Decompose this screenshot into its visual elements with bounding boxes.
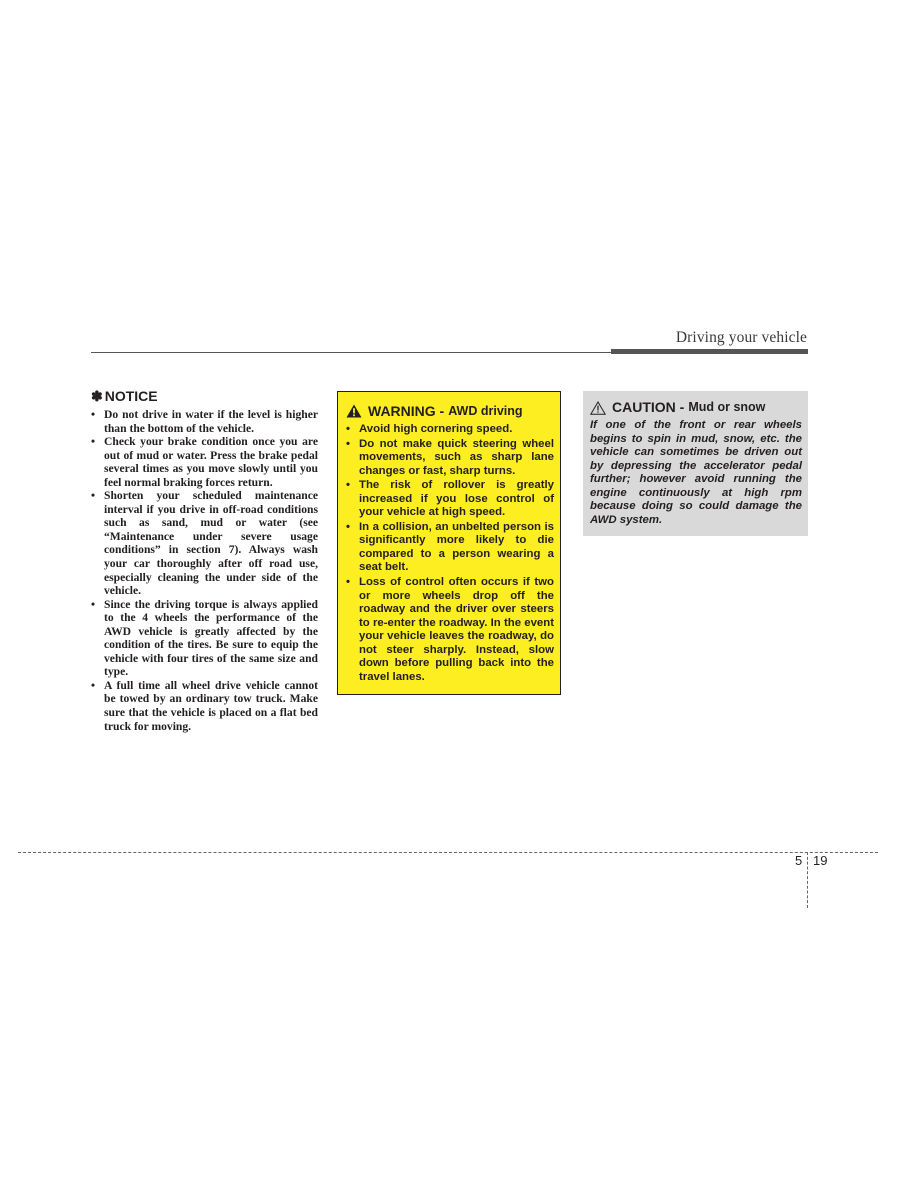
warning-item: • The risk of rollover is greatly increased if you lose control of your vehicle at high speed. bbox=[346, 479, 554, 520]
caution-box bbox=[583, 391, 808, 536]
caution-text: If one of the front or rear wheels begins to spin in mud, snow, etc. the vehicle can sometimes be driven out by depressing the accelerator pedal further; however avoid running the engine continuously at high rpm because doing so could damage the AWD system. bbox=[590, 419, 802, 526]
page-header-title: Driving your vehicle bbox=[675, 329, 807, 346]
warning-triangle-icon bbox=[346, 404, 362, 418]
warning-item: • In a collision, an unbelted person is significantly more likely to die compared to a person wearing a seat belt. bbox=[346, 521, 554, 575]
warning-list bbox=[346, 423, 554, 684]
notice-section bbox=[91, 388, 318, 733]
notice-list bbox=[91, 408, 318, 733]
caution-subtitle: Mud or snow bbox=[688, 400, 766, 414]
notice-item: • A full time all wheel drive vehicle cannot be towed by an ordinary tow truck. Make sure that the vehicle is placed on a flat bed truck for moving. bbox=[91, 679, 318, 733]
caution-heading bbox=[590, 398, 802, 417]
warning-item: • Avoid high cornering speed. bbox=[346, 423, 554, 437]
warning-subtitle: AWD driving bbox=[448, 404, 523, 418]
caution-triangle-icon bbox=[590, 401, 606, 415]
notice-item: • Shorten your scheduled maintenance interval if you drive in off-road conditions such as sand, mud or water (see “Maintenance under severe usage conditions” in section 7). Always wash your car thoroughly after off road use, especially cleaning the under side of the vehicle. bbox=[91, 489, 318, 597]
notice-item: • Since the driving torque is always applied to the 4 wheels the performance of the AWD vehicle is greatly affected by the condition of the tires. Be sure to equip the vehicle with four tires of the same size and type. bbox=[91, 598, 318, 679]
page-section-number: 5 bbox=[795, 853, 803, 868]
caution-title: CAUTION - bbox=[612, 399, 685, 415]
notice-heading bbox=[91, 388, 318, 405]
warning-item: • Loss of control often occurs if two or more wheels drop off the roadway and the driver over steers to re-enter the roadway. In the event your vehicle leaves the roadway, do not steer sharply. Instead, slow down before pulling back into the travel lanes. bbox=[346, 576, 554, 684]
footer-vertical-dashed-rule bbox=[807, 852, 808, 908]
warning-title: WARNING - bbox=[368, 403, 445, 419]
warning-box bbox=[337, 391, 561, 695]
notice-star-icon: ✽ bbox=[91, 388, 103, 404]
warning-item: • Do not make quick steering wheel movements, such as sharp lane changes or fast, sharp turns. bbox=[346, 438, 554, 479]
footer-dashed-rule bbox=[18, 852, 878, 853]
notice-title: NOTICE bbox=[104, 388, 158, 404]
notice-item: • Do not drive in water if the level is higher than the bottom of the vehicle. bbox=[91, 408, 318, 435]
notice-item: • Check your brake condition once you are out of mud or water. Press the brake pedal several times as you move slowly until you feel normal braking forces return. bbox=[91, 435, 318, 489]
warning-heading bbox=[346, 401, 554, 421]
page-number: 19 bbox=[813, 853, 828, 868]
header-rule-thick bbox=[611, 349, 808, 354]
